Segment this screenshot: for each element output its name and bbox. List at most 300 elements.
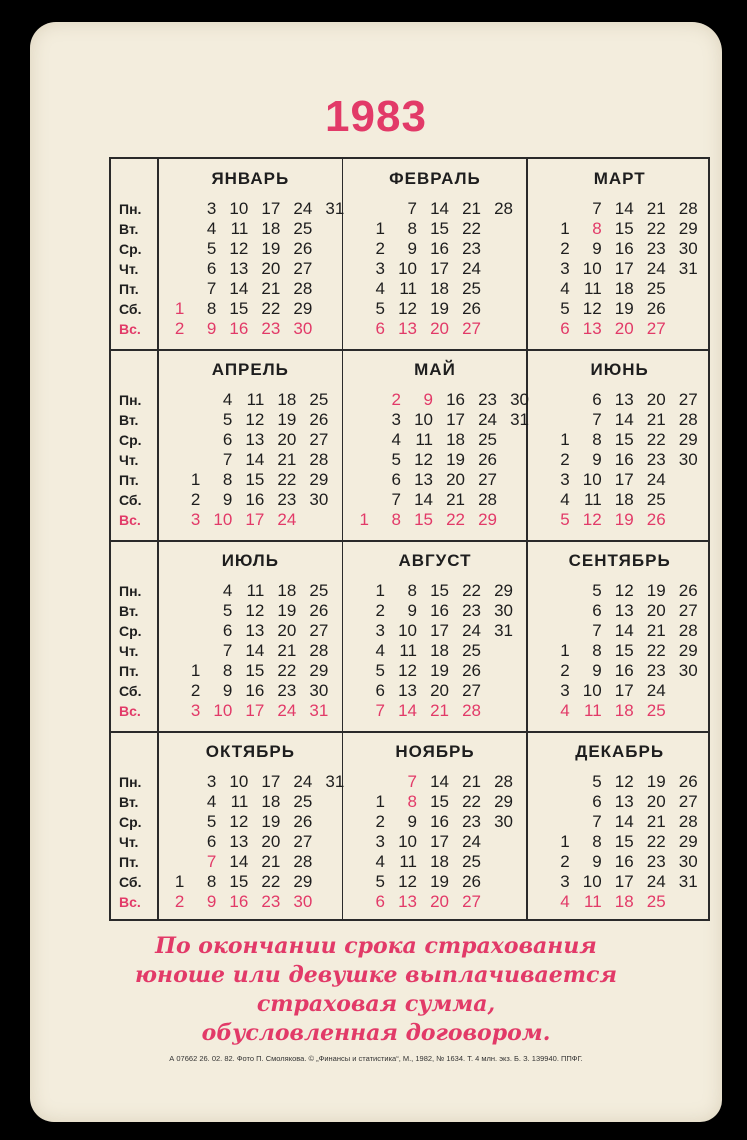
day-number: 23 [478, 390, 497, 409]
day-number: 30 [309, 490, 329, 509]
day-number: 16 [446, 390, 465, 409]
day-number: 11 [584, 490, 602, 509]
weekday-label: Вт. [119, 221, 139, 237]
day-number: 18 [614, 701, 634, 720]
day-number: 14 [229, 852, 249, 871]
day-number: 15 [430, 792, 449, 811]
day-number: 16 [245, 681, 265, 700]
day-number: 20 [430, 681, 449, 700]
day-number: 2 [190, 490, 201, 509]
day-number: 3 [560, 470, 570, 489]
day-number: 14 [245, 450, 265, 469]
weekday-label: Вс. [119, 321, 141, 337]
day-number: 4 [222, 581, 233, 600]
day-number: 6 [206, 832, 217, 851]
weekday-label: Пт. [119, 281, 139, 297]
day-number: 27 [678, 601, 698, 620]
day-number: 20 [277, 430, 297, 449]
day-number: 24 [462, 621, 481, 640]
day-number: 2 [174, 319, 185, 338]
day-number: 2 [174, 892, 185, 911]
day-number: 4 [560, 490, 570, 509]
day-number: 23 [462, 601, 481, 620]
day-number: 6 [375, 681, 385, 700]
day-number: 17 [261, 199, 281, 218]
day-number: 13 [229, 832, 249, 851]
day-number: 10 [398, 259, 417, 278]
day-number: 29 [293, 299, 313, 318]
weekday-label: Пн. [119, 583, 142, 599]
weekday-label: Пн. [119, 201, 142, 217]
day-number: 2 [391, 390, 401, 409]
day-number: 27 [462, 892, 481, 911]
day-number: 2 [560, 661, 570, 680]
day-number: 5 [375, 872, 385, 891]
day-number: 12 [614, 772, 634, 791]
day-number: 9 [592, 239, 602, 258]
day-number: 30 [293, 319, 313, 338]
day-number: 8 [391, 510, 401, 529]
weekday-label: Пн. [119, 774, 142, 790]
day-number: 25 [646, 490, 666, 509]
day-number: 26 [309, 601, 329, 620]
day-number: 10 [398, 832, 417, 851]
day-number: 3 [560, 872, 570, 891]
day-number: 8 [592, 641, 602, 660]
day-number: 1 [174, 872, 185, 891]
day-number: 7 [391, 490, 401, 509]
day-number: 29 [309, 470, 329, 489]
day-number: 22 [277, 470, 297, 489]
day-number: 30 [678, 450, 698, 469]
day-number: 20 [277, 621, 297, 640]
slogan-line: страховая сумма, [256, 991, 496, 1017]
day-number: 6 [391, 470, 401, 489]
day-number: 10 [229, 199, 249, 218]
weekday-label: Вс. [119, 512, 141, 528]
day-number: 11 [230, 792, 249, 811]
day-number: 22 [261, 299, 281, 318]
month-name: ЯНВАРЬ [211, 169, 290, 188]
day-number: 8 [407, 792, 417, 811]
day-number: 10 [582, 872, 602, 891]
day-number: 22 [646, 641, 666, 660]
weekday-label: Вс. [119, 894, 141, 910]
day-number: 20 [646, 792, 666, 811]
day-number: 28 [678, 199, 698, 218]
day-number: 25 [309, 390, 329, 409]
day-number: 17 [430, 832, 449, 851]
day-number: 22 [277, 661, 297, 680]
day-number: 8 [592, 430, 602, 449]
day-number: 7 [592, 199, 602, 218]
day-number: 19 [646, 581, 666, 600]
day-number: 14 [414, 490, 433, 509]
day-number: 12 [414, 450, 433, 469]
day-number: 20 [430, 892, 449, 911]
day-number: 19 [646, 772, 666, 791]
day-number: 8 [407, 219, 417, 238]
day-number: 30 [293, 892, 313, 911]
day-number: 27 [462, 319, 481, 338]
day-number: 22 [446, 510, 465, 529]
day-number: 21 [430, 701, 449, 720]
day-number: 26 [678, 772, 698, 791]
weekday-label: Пт. [119, 854, 139, 870]
day-number: 26 [646, 510, 666, 529]
day-number: 14 [245, 641, 265, 660]
day-number: 10 [398, 621, 417, 640]
day-number: 9 [592, 450, 602, 469]
day-number: 15 [229, 872, 249, 891]
day-number: 13 [614, 601, 634, 620]
day-number: 27 [646, 319, 666, 338]
day-number: 22 [646, 430, 666, 449]
day-number: 29 [678, 219, 698, 238]
day-number: 20 [446, 470, 465, 489]
day-number: 7 [222, 641, 233, 660]
day-number: 17 [614, 872, 634, 891]
weekday-label: Ср. [119, 814, 142, 830]
weekday-label: Ср. [119, 432, 142, 448]
day-number: 7 [592, 621, 602, 640]
day-number: 9 [407, 601, 417, 620]
month-block [343, 159, 528, 350]
day-number: 10 [414, 410, 433, 429]
weekday-label: Вс. [119, 703, 141, 719]
day-number: 5 [222, 601, 233, 620]
day-number: 23 [277, 490, 297, 509]
day-number: 9 [592, 661, 602, 680]
day-number: 9 [222, 490, 233, 509]
day-number: 4 [206, 219, 217, 238]
day-number: 19 [614, 510, 634, 529]
month-name: ИЮНЬ [590, 360, 649, 379]
day-number: 3 [190, 510, 201, 529]
day-number: 13 [398, 892, 417, 911]
day-number: 9 [592, 852, 602, 871]
day-number: 25 [462, 852, 481, 871]
day-number: 11 [584, 701, 602, 720]
weekday-label: Сб. [119, 492, 142, 508]
day-number: 24 [646, 470, 666, 489]
day-number: 28 [293, 852, 313, 871]
day-number: 15 [614, 641, 634, 660]
day-number: 26 [678, 581, 698, 600]
day-number: 17 [245, 510, 265, 529]
day-number: 30 [678, 661, 698, 680]
day-number: 19 [277, 601, 297, 620]
day-number: 28 [494, 772, 513, 791]
day-number: 25 [293, 792, 313, 811]
day-number: 11 [399, 279, 417, 298]
day-number: 10 [229, 772, 249, 791]
day-number: 9 [407, 239, 417, 258]
day-number: 29 [293, 872, 313, 891]
day-number: 30 [494, 601, 513, 620]
month-block [343, 541, 528, 732]
day-number: 23 [646, 450, 666, 469]
day-number: 13 [614, 792, 634, 811]
day-number: 17 [614, 470, 634, 489]
month-name: ОКТЯБРЬ [205, 742, 295, 761]
day-number: 5 [592, 772, 602, 791]
weekday-label: Ср. [119, 623, 142, 639]
day-number: 14 [614, 410, 634, 429]
day-number: 17 [261, 772, 281, 791]
day-number: 5 [222, 410, 233, 429]
weekday-label: Чт. [119, 261, 139, 277]
day-number: 10 [582, 681, 602, 700]
weekday-label: Пт. [119, 472, 139, 488]
calendar-card [30, 22, 722, 1122]
day-number: 11 [584, 892, 602, 911]
day-number: 6 [560, 319, 570, 338]
month-name: МАЙ [414, 360, 456, 379]
day-number: 24 [293, 772, 313, 791]
day-number: 15 [245, 661, 265, 680]
day-number: 31 [325, 199, 345, 218]
day-number: 31 [309, 701, 329, 720]
day-number: 3 [206, 772, 217, 791]
day-number: 5 [206, 812, 217, 831]
day-number: 21 [646, 410, 666, 429]
day-number: 23 [462, 812, 481, 831]
day-number: 1 [174, 299, 185, 318]
day-number: 15 [614, 430, 634, 449]
day-number: 14 [430, 772, 449, 791]
day-number: 7 [407, 199, 417, 218]
month-name: АВГУСТ [398, 551, 472, 570]
day-number: 22 [462, 219, 481, 238]
day-number: 31 [510, 410, 529, 429]
day-number: 3 [560, 681, 570, 700]
day-number: 19 [261, 812, 281, 831]
month-block [527, 541, 712, 732]
day-number: 9 [407, 812, 417, 831]
month-name: АПРЕЛЬ [211, 360, 289, 379]
day-number: 21 [462, 199, 481, 218]
weekday-label: Ср. [119, 241, 142, 257]
day-number: 24 [293, 199, 313, 218]
day-number: 11 [399, 641, 417, 660]
day-number: 31 [678, 872, 698, 891]
day-number: 2 [190, 681, 201, 700]
weekday-label: Чт. [119, 643, 139, 659]
day-number: 24 [646, 872, 666, 891]
day-number: 14 [614, 621, 634, 640]
day-number: 19 [614, 299, 634, 318]
day-number: 21 [646, 812, 666, 831]
day-number: 20 [614, 319, 634, 338]
day-number: 6 [206, 259, 217, 278]
day-number: 31 [494, 621, 513, 640]
day-number: 2 [375, 239, 385, 258]
day-number: 25 [462, 279, 481, 298]
day-number: 28 [478, 490, 497, 509]
day-number: 4 [560, 279, 570, 298]
day-number: 25 [646, 892, 666, 911]
calendar-grid [109, 157, 710, 921]
day-number: 18 [430, 641, 449, 660]
weekday-label: Сб. [119, 683, 142, 699]
day-number: 26 [293, 239, 313, 258]
day-number: 27 [293, 259, 313, 278]
day-number: 17 [614, 681, 634, 700]
day-number: 22 [646, 219, 666, 238]
day-number: 9 [423, 390, 433, 409]
day-number: 6 [375, 319, 385, 338]
month-block [343, 350, 528, 541]
weekday-label: Вт. [119, 412, 139, 428]
month-name: ДЕКАБРЬ [575, 742, 665, 761]
day-number: 20 [430, 319, 449, 338]
day-number: 26 [462, 661, 481, 680]
day-number: 18 [446, 430, 465, 449]
day-number: 18 [277, 581, 297, 600]
day-number: 19 [261, 239, 281, 258]
day-number: 2 [375, 812, 385, 831]
day-number: 19 [446, 450, 465, 469]
day-number: 14 [229, 279, 249, 298]
day-number: 17 [446, 410, 465, 429]
day-number: 8 [206, 872, 217, 891]
day-number: 24 [646, 259, 666, 278]
day-number: 15 [614, 219, 634, 238]
day-number: 21 [261, 852, 281, 871]
day-number: 7 [375, 701, 385, 720]
day-number: 28 [309, 450, 329, 469]
day-number: 15 [229, 299, 249, 318]
day-number: 9 [206, 319, 217, 338]
month-block [527, 159, 712, 350]
day-number: 25 [646, 701, 666, 720]
day-number: 1 [375, 581, 385, 600]
day-number: 21 [462, 772, 481, 791]
day-number: 29 [678, 641, 698, 660]
day-number: 12 [245, 601, 265, 620]
day-number: 16 [614, 661, 634, 680]
day-number: 1 [560, 832, 570, 851]
month-name: ИЮЛЬ [221, 551, 279, 570]
day-number: 15 [414, 510, 433, 529]
day-number: 3 [375, 259, 385, 278]
day-number: 28 [462, 701, 481, 720]
day-number: 11 [584, 279, 602, 298]
day-number: 18 [614, 279, 634, 298]
day-number: 29 [494, 581, 513, 600]
day-number: 2 [375, 601, 385, 620]
day-number: 26 [462, 299, 481, 318]
weekday-label: Сб. [119, 301, 142, 317]
day-number: 10 [213, 510, 233, 529]
day-number: 28 [678, 410, 698, 429]
day-number: 13 [398, 319, 417, 338]
month-block [343, 732, 528, 923]
day-number: 29 [678, 832, 698, 851]
day-number: 4 [560, 701, 570, 720]
day-number: 15 [430, 581, 449, 600]
day-number: 12 [614, 581, 634, 600]
day-number: 29 [309, 661, 329, 680]
day-number: 2 [560, 239, 570, 258]
day-number: 13 [614, 390, 634, 409]
day-number: 13 [245, 621, 265, 640]
day-number: 1 [190, 661, 201, 680]
day-number: 1 [375, 219, 385, 238]
day-number: 30 [309, 681, 329, 700]
day-number: 18 [430, 279, 449, 298]
day-number: 7 [206, 852, 217, 871]
day-number: 24 [462, 259, 481, 278]
day-number: 20 [646, 601, 666, 620]
day-number: 28 [678, 621, 698, 640]
day-number: 28 [678, 812, 698, 831]
day-number: 12 [229, 812, 249, 831]
day-number: 27 [293, 832, 313, 851]
day-number: 29 [478, 510, 497, 529]
day-number: 3 [560, 259, 570, 278]
day-number: 21 [277, 450, 297, 469]
month-name: СЕНТЯБРЬ [568, 551, 671, 570]
day-number: 18 [614, 892, 634, 911]
day-number: 28 [309, 641, 329, 660]
month-name: НОЯБРЬ [395, 742, 475, 761]
day-number: 13 [414, 470, 433, 489]
day-number: 16 [229, 892, 249, 911]
day-number: 5 [206, 239, 217, 258]
day-number: 27 [309, 621, 329, 640]
month-block [158, 732, 343, 923]
slogan-line: По окончании срока страхования [155, 933, 597, 959]
day-number: 21 [277, 641, 297, 660]
day-number: 16 [430, 239, 449, 258]
day-number: 6 [592, 792, 602, 811]
day-number: 19 [277, 410, 297, 429]
day-number: 29 [494, 792, 513, 811]
day-number: 27 [309, 430, 329, 449]
day-number: 26 [478, 450, 497, 469]
weekday-label: Сб. [119, 874, 142, 890]
day-number: 1 [560, 219, 570, 238]
day-number: 30 [678, 239, 698, 258]
day-number: 22 [646, 832, 666, 851]
day-number: 15 [614, 832, 634, 851]
day-number: 1 [375, 792, 385, 811]
day-number: 5 [391, 450, 401, 469]
day-number: 7 [592, 812, 602, 831]
day-number: 3 [375, 621, 385, 640]
day-number: 17 [245, 701, 265, 720]
day-number: 16 [614, 852, 634, 871]
day-number: 10 [582, 259, 602, 278]
year-title: 1983 [325, 92, 427, 141]
day-number: 17 [430, 259, 449, 278]
day-number: 4 [206, 792, 217, 811]
day-number: 4 [375, 852, 385, 871]
day-number: 4 [391, 430, 401, 449]
day-number: 8 [592, 219, 602, 238]
day-number: 12 [582, 510, 602, 529]
day-number: 18 [277, 390, 297, 409]
day-number: 9 [222, 681, 233, 700]
day-number: 23 [261, 892, 281, 911]
day-number: 16 [430, 601, 449, 620]
day-number: 8 [592, 832, 602, 851]
day-number: 14 [614, 812, 634, 831]
day-number: 18 [261, 792, 281, 811]
month-name: МАРТ [593, 169, 646, 188]
